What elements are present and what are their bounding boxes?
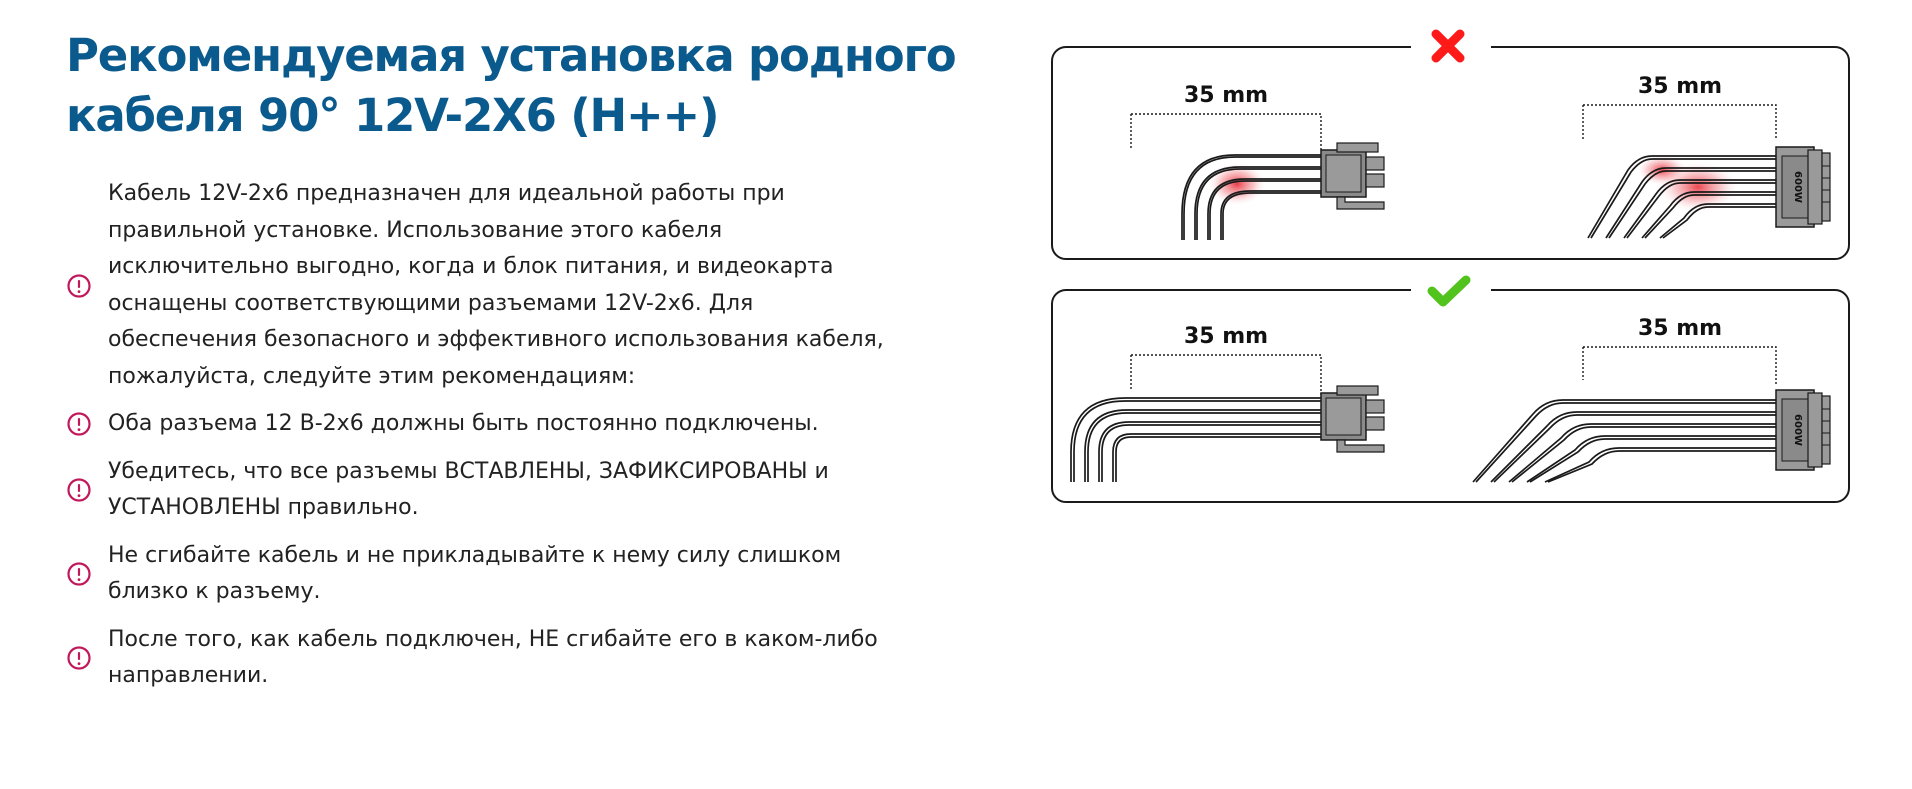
- list-item-text: Кабель 12V-2x6 предназначен для идеальной работы при правильной установке. Использование этого кабеля исключительно выгодно, когда и блок питания, и видеокарта оснащены соответствующими разъемами 12V-2x6. Для обеспечения безопасного и эффективного использования кабеля, пожалуйста, следуйте этим рекомендациям:: [108, 181, 884, 389]
- list-item: [66, 176, 906, 395]
- list-item: [66, 622, 906, 695]
- right-connector: [1776, 147, 1830, 227]
- left-distance-label: 35 mm: [1183, 83, 1269, 108]
- warning-icon: [66, 561, 92, 587]
- list-item: [66, 454, 906, 527]
- list-item-text: После того, как кабель подключен, НЕ сгибайте его в каком-либо направлении.: [108, 626, 878, 688]
- left-distance-label: 35 mm: [1183, 324, 1269, 349]
- list-item: [66, 538, 906, 611]
- right-connector: [1776, 390, 1830, 470]
- list-item-text: Оба разъема 12 В-2х6 должны быть постоянно подключены.: [108, 411, 819, 436]
- list-item-text: Не сгибайте кабель и не прикладывайте к нему силу слишком близко к разъему.: [108, 542, 842, 604]
- connector-rating-label: 600W: [1792, 171, 1803, 203]
- recommendations-list: [66, 176, 906, 706]
- warning-icon: [66, 411, 92, 437]
- list-item: [66, 406, 906, 443]
- warning-icon: [66, 273, 92, 299]
- warning-icon: [66, 477, 92, 503]
- right-distance-label: 35 mm: [1637, 74, 1723, 99]
- page-title: Рекомендуемая установка родного кабеля 90° 12V-2X6 (H++): [66, 29, 956, 142]
- wrong-installation-panel: [1052, 34, 1849, 259]
- connector-rating-label: 600W: [1792, 414, 1803, 446]
- warning-icon: [66, 645, 92, 671]
- correct-installation-panel: [1052, 278, 1849, 502]
- list-item-text: Убедитесь, что все разъемы ВСТАВЛЕНЫ, ЗАФИКСИРОВАНЫ и УСТАНОВЛЕНЫ правильно.: [108, 458, 829, 520]
- cable-installation-diagram: [1045, 22, 1865, 512]
- right-distance-label: 35 mm: [1637, 316, 1723, 341]
